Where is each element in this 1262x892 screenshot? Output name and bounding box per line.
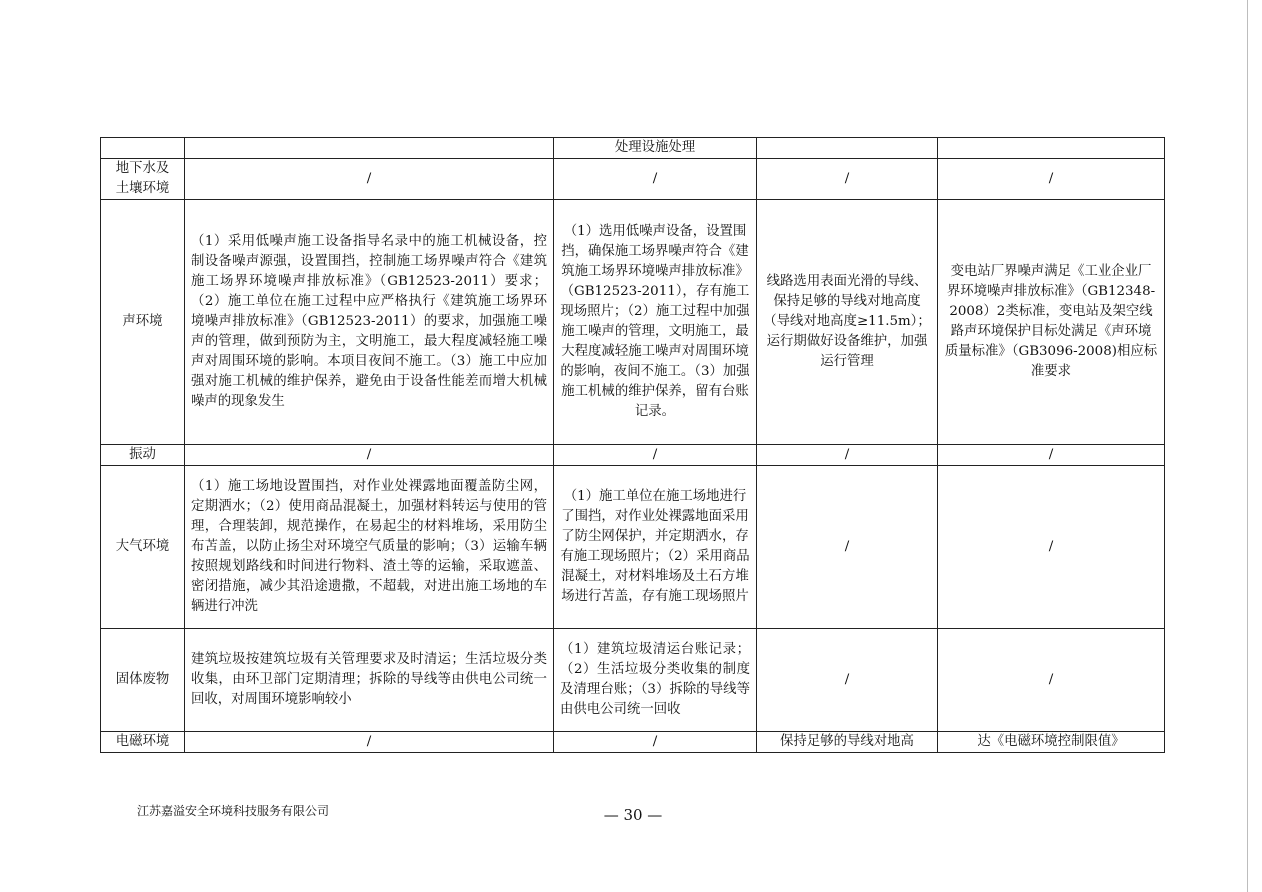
table-row-emf — [101, 732, 1165, 753]
cell-category-empty — [101, 138, 185, 159]
cell-standard: / — [938, 159, 1165, 200]
cell-implementation: （1）选用低噪声设备，设置围挡，确保施工场界噪声符合《建筑施工场界环境噪声排放标准》（GB12523-2011），存有施工现场照片；（2）施工过程中加强施工噪声的管理，文明施工，最大程度减轻施工噪声对周围环境的影响，夜间不施工。（3）加强施工机械的维护保养，留有台账记录。 — [554, 200, 757, 445]
cell-standard: / — [938, 445, 1165, 466]
category-vibration: 振动 — [101, 445, 185, 466]
category-line-2: 土壤环境 — [115, 181, 170, 196]
cell-construction-measures: / — [185, 445, 554, 466]
cell-implementation: / — [554, 445, 757, 466]
category-emf: 电磁环境 — [101, 732, 185, 753]
table-row-vibration — [101, 445, 1165, 466]
category-groundwater-soil — [101, 159, 185, 200]
cell-standard-empty — [938, 138, 1165, 159]
category-air: 大气环境 — [101, 466, 185, 629]
environmental-measures-table — [100, 137, 1165, 753]
cell-standard: / — [938, 466, 1165, 629]
cell-construction-measures: （1）施工场地设置围挡，对作业处裸露地面覆盖防尘网，定期洒水；（2）使用商品混凝土，加强材料转运与使用的管理，合理装卸，规范操作，在易起尘的材料堆场，采用防尘布苫盖，以防止扬尘对环境空气质量的影响；（3）运输车辆按照规划路线和时间进行物料、渣土等的运输，采取遮盖、密闭措施，减少其沿途遗撒，不超载，对进出施工场地的车辆进行冲洗 — [185, 466, 554, 629]
cell-implementation: （1）建筑垃圾清运台账记录；（2）生活垃圾分类收集的制度及清理台账；（3）拆除的导线等由供电公司统一回收 — [554, 629, 757, 732]
cell-operation-measures: / — [757, 445, 938, 466]
cell-operation-measures: / — [757, 629, 938, 732]
cell-construction-measures: 建筑垃圾按建筑垃圾有关管理要求及时清运；生活垃圾分类收集，由环卫部门定期清理；拆除的导线等由供电公司统一回收，对周围环境影响较小 — [185, 629, 554, 732]
page-edge-line — [1247, 0, 1248, 892]
cell-implementation: （1）施工单位在施工场地进行了围挡，对作业处裸露地面采用了防尘网保护，并定期洒水，存有施工现场照片；（2）采用商品混凝土，对材料堆场及土石方堆场进行苫盖，存有施工现场照片 — [554, 466, 757, 629]
cell-operation-empty — [757, 138, 938, 159]
cell-operation-measures: / — [757, 159, 938, 200]
cell-measures-empty — [185, 138, 554, 159]
cell-construction-measures: / — [185, 159, 554, 200]
table-row-continued — [101, 138, 1165, 159]
table-row-solid-waste — [101, 629, 1165, 732]
footer-company-name: 江苏嘉溢安全环境科技服务有限公司 — [137, 804, 330, 818]
cell-standard: 变电站厂界噪声满足《工业企业厂界环境噪声排放标准》（GB12348-2008）2类标准，变电站及架空线路声环境保护目标处满足《声环境质量标准》（GB3096-2008)相应标准要求 — [938, 200, 1165, 445]
cell-operation-measures: / — [757, 466, 938, 629]
cell-implementation: / — [554, 159, 757, 200]
cell-construction-measures: （1）采用低噪声施工设备指导名录中的施工机械设备，控制设备噪声源强，设置围挡，控制施工场界噪声符合《建筑施工场界环境噪声排放标准》（GB12523-2011）要求；（2）施工单位在施工过程中应严格执行《建筑施工场界环境噪声排放标准》（GB12523-2011）的要求，加强施工噪声的管理，做到预防为主，文明施工，最大程度减轻施工噪声对周围环境的影响。本项目夜间不施工。（3）施工中应加强对施工机械的维护保养，避免由于设备性能差而增大机械噪声的现象发生 — [185, 200, 554, 445]
table-row-air — [101, 466, 1165, 629]
category-solid-waste: 固体废物 — [101, 629, 185, 732]
category-noise: 声环境 — [101, 200, 185, 445]
cell-implementation: / — [554, 732, 757, 753]
table-row-groundwater — [101, 159, 1165, 200]
cell-standard: / — [938, 629, 1165, 732]
page-number: — 30 — — [603, 806, 663, 824]
category-line-1: 地下水及 — [115, 161, 170, 176]
cell-implementation-continued: 处理设施处理 — [554, 138, 757, 159]
cell-standard: 达《电磁环境控制限值》 — [938, 732, 1165, 753]
cell-operation-measures: 保持足够的导线对地高 — [757, 732, 938, 753]
table-row-noise — [101, 200, 1165, 445]
cell-operation-measures: 线路选用表面光滑的导线、保持足够的导线对地高度（导线对地高度≥11.5m）；运行期做好设备维护，加强运行管理 — [757, 200, 938, 445]
cell-construction-measures: / — [185, 732, 554, 753]
